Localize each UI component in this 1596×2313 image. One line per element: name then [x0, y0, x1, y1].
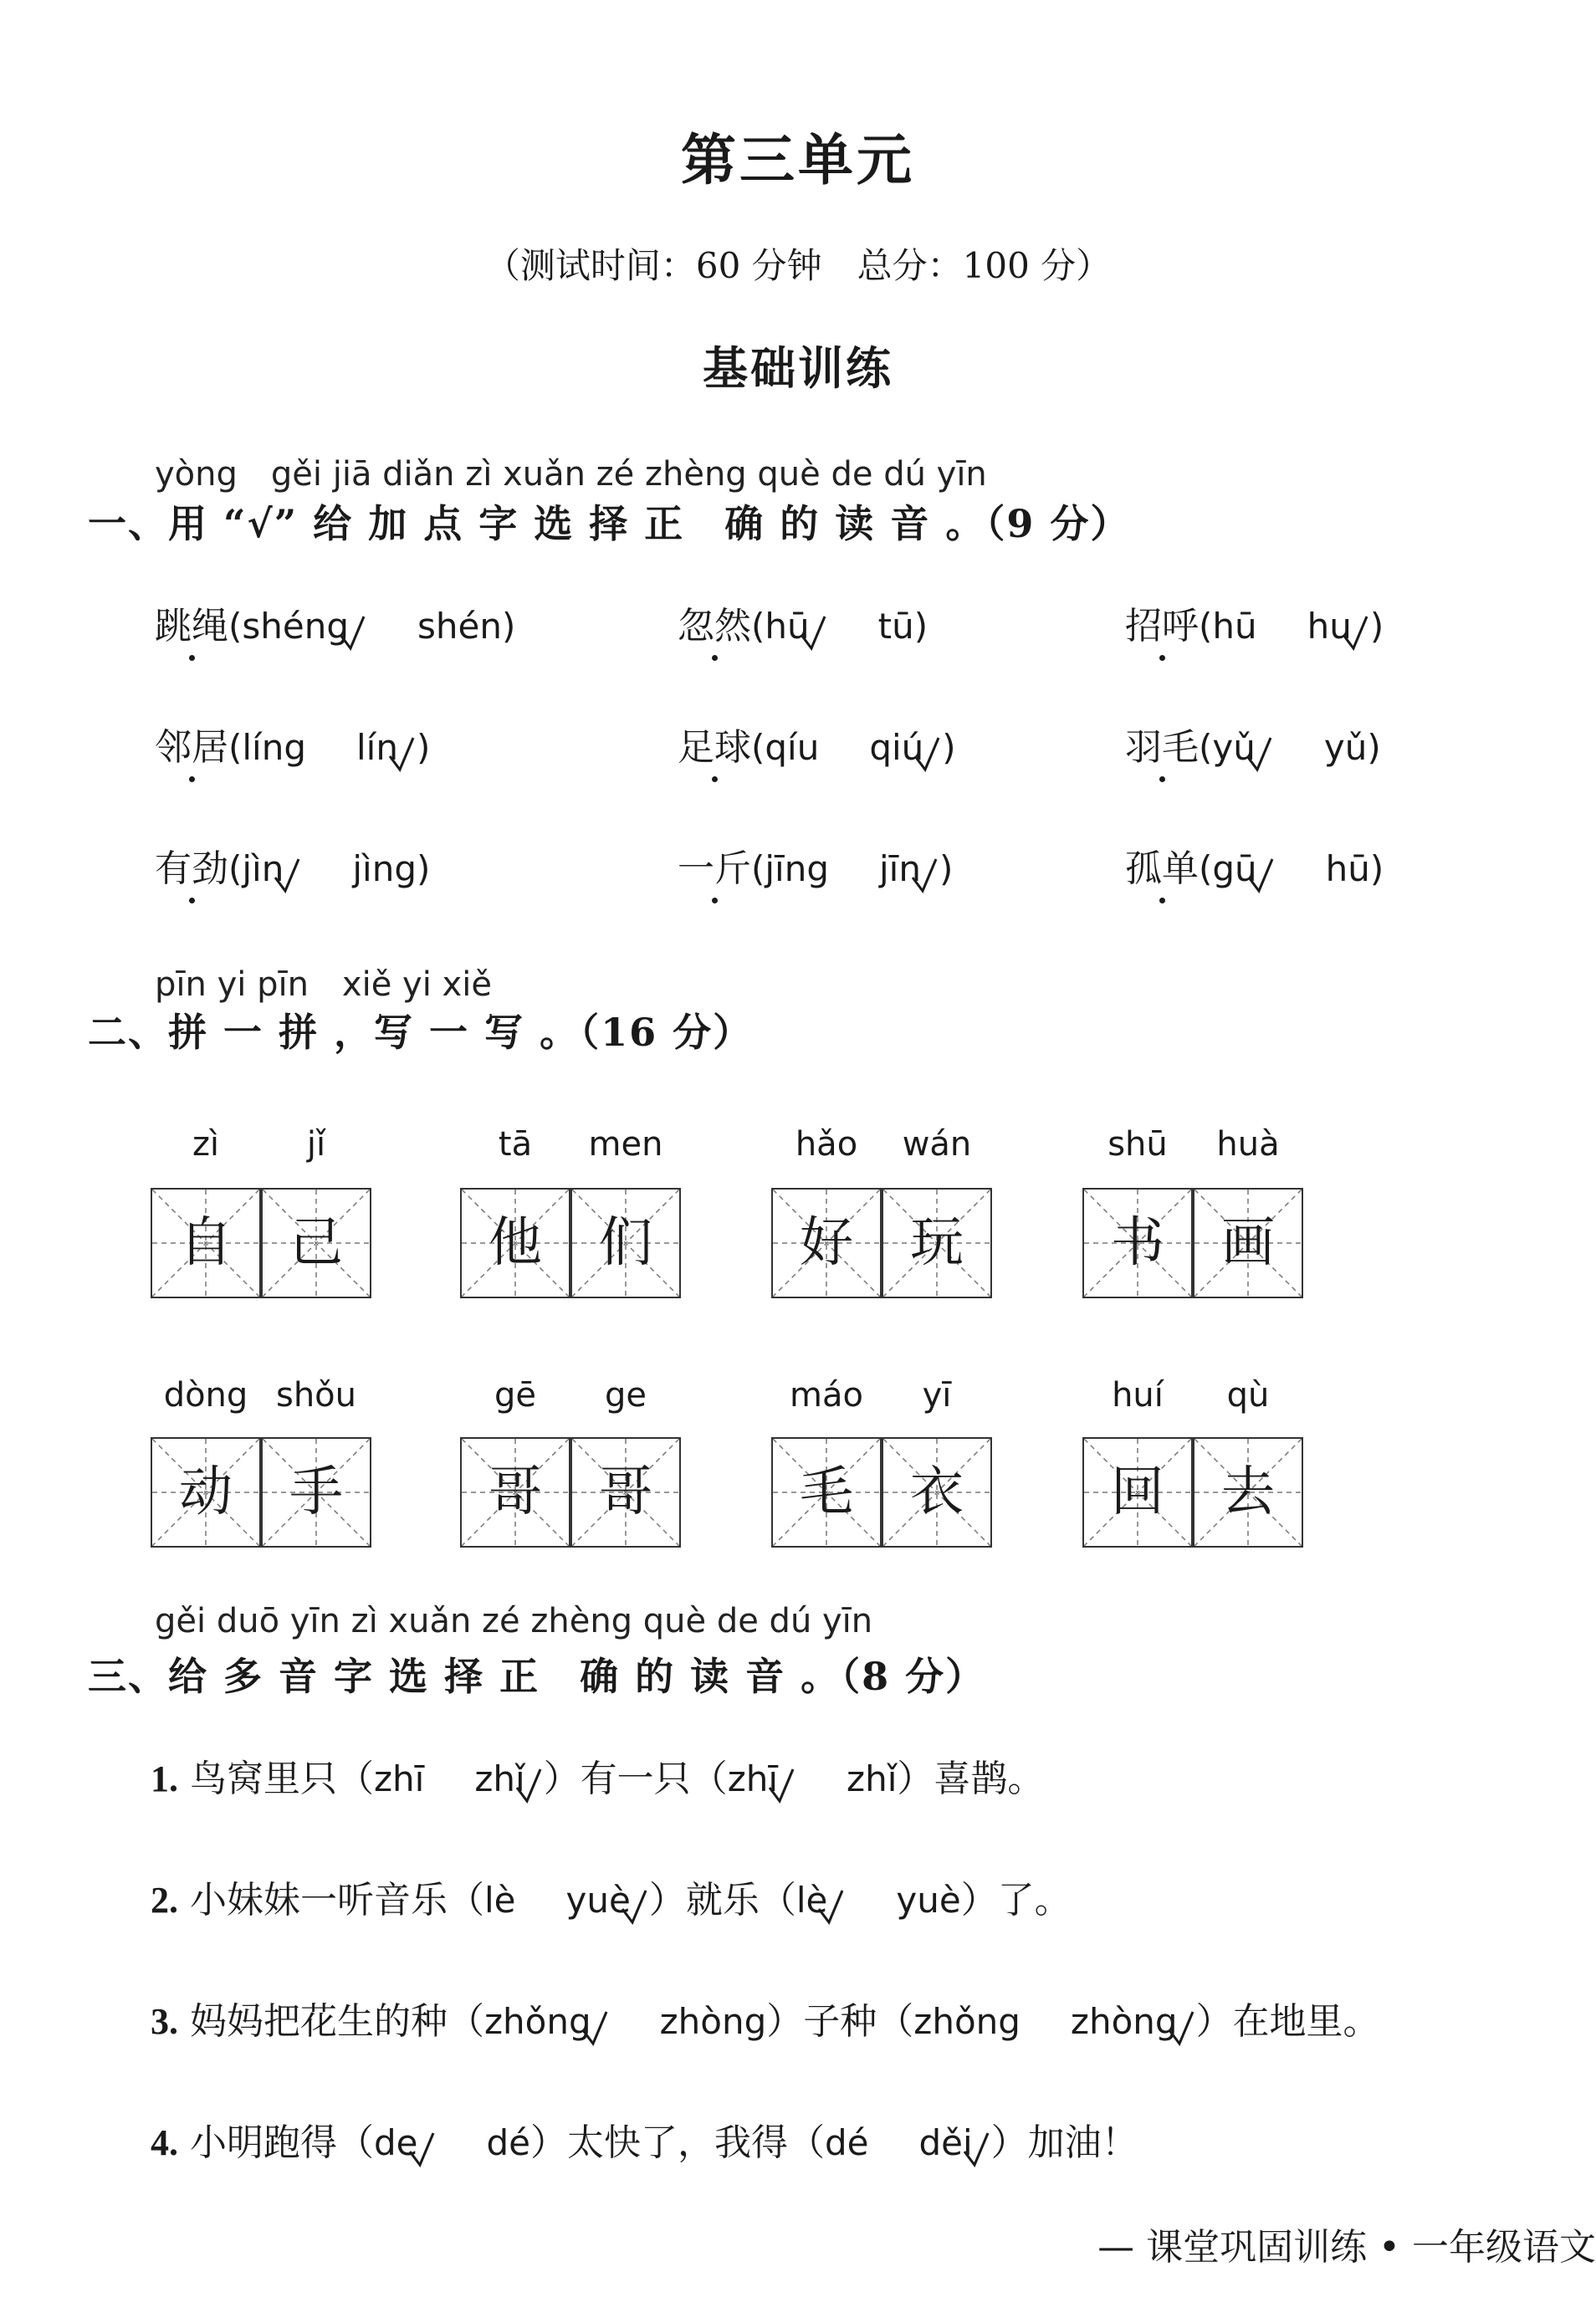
option[interactable]: zhī	[374, 1758, 425, 1799]
option[interactable]: yuè	[896, 1880, 961, 1921]
grid-pinyin: men	[588, 1125, 663, 1164]
q1-item: 足球(qíu qiú )	[678, 717, 956, 775]
grid-pinyin: shū	[1107, 1125, 1168, 1164]
grid-pinyin: tā	[498, 1125, 533, 1164]
option[interactable]: zhǐ	[847, 1758, 898, 1799]
grid-pinyin: ge	[605, 1376, 647, 1415]
grid-pinyin: gē	[494, 1376, 536, 1415]
grid-character: 画	[1221, 1212, 1275, 1274]
grid-character: 哥	[489, 1461, 542, 1523]
check-icon	[580, 2009, 610, 2049]
option[interactable]: zhī	[727, 1758, 779, 1799]
page-title: 第三单元	[681, 127, 915, 192]
option[interactable]: gū	[1212, 848, 1257, 889]
option[interactable]: qíu	[765, 727, 820, 768]
q3-sentence: 1. 鸟窝里只（zhī zhǐ ）有一只（zhī zhǐ）喜鹊。	[151, 1748, 1044, 1806]
q3-sentence: 4. 小明跑得（de dé）太快了，我得（dé děi ）加油！	[151, 2112, 1138, 2170]
writing-cell[interactable]	[1193, 1437, 1303, 1548]
option[interactable]: děi	[918, 2122, 973, 2163]
check-icon	[272, 856, 302, 896]
q1-item: 一斤(jīng jīn )	[678, 838, 953, 896]
grid-character: 去	[1221, 1461, 1275, 1523]
grid-pinyin: dòng	[163, 1376, 248, 1415]
sentence-number: 3.	[151, 2001, 178, 2042]
option[interactable]: qiú	[869, 727, 924, 768]
q1-item: 跳绳(shéng shén)	[155, 596, 515, 653]
grid-character: 玩	[910, 1212, 964, 1274]
grid-character: 书	[1111, 1212, 1164, 1274]
grid-character: 衣	[910, 1461, 964, 1523]
option[interactable]: líng	[242, 727, 307, 768]
q3-sentence: 2. 小妹妹一听音乐（lè yuè ）就乐（lè yuè）了。	[151, 1870, 1072, 1927]
check-icon	[1340, 613, 1370, 653]
writing-cell[interactable]	[570, 1437, 681, 1548]
grid-pinyin: huí	[1112, 1376, 1164, 1415]
option[interactable]: hū	[1325, 848, 1370, 889]
option[interactable]: jīn	[879, 848, 921, 889]
option[interactable]: de	[374, 2122, 418, 2163]
check-icon	[816, 1887, 846, 1927]
q2-pinyin: pīn yi pīn xiě yi xiě	[155, 965, 492, 1004]
q3-score: （8 分）	[841, 1654, 986, 1699]
grid-character: 毛	[800, 1461, 853, 1523]
writing-cell[interactable]	[882, 1437, 992, 1548]
q1-item: 羽毛(yǔ yǔ)	[1125, 717, 1381, 775]
option[interactable]: hu	[1307, 606, 1352, 647]
grid-character: 己	[289, 1212, 343, 1274]
test-info: （测试时间：60 分钟 总分：100 分）	[484, 245, 1112, 286]
check-icon	[961, 2130, 991, 2170]
option[interactable]: shéng	[242, 606, 350, 647]
grid-character: 们	[599, 1212, 652, 1274]
check-icon	[1246, 856, 1276, 896]
q1-word: 招呼	[1125, 596, 1199, 649]
q1-item: 忽然(hū tū)	[678, 596, 928, 653]
grid-pinyin: shǒu	[275, 1376, 356, 1415]
grid-pinyin: máo	[790, 1376, 863, 1415]
grid-character: 自	[179, 1212, 233, 1274]
writing-cell[interactable]	[1193, 1188, 1303, 1298]
grid-pinyin: zì	[192, 1125, 220, 1164]
sentence-number: 2.	[151, 1880, 178, 1921]
q2-heading	[88, 1002, 753, 1057]
writing-cell[interactable]	[771, 1437, 882, 1548]
grid-pinyin: huà	[1216, 1125, 1280, 1164]
check-icon	[514, 1766, 544, 1806]
writing-cell[interactable]	[261, 1437, 371, 1548]
option[interactable]: zhǒng	[484, 2001, 591, 2042]
option[interactable]: zhòng	[1070, 2001, 1178, 2042]
page-footer: — 课堂巩固训练 • 一年级语文	[1097, 2226, 1596, 2269]
option[interactable]: tū	[877, 606, 914, 647]
grid-pinyin: jǐ	[306, 1125, 326, 1164]
grid-pinyin: yī	[922, 1376, 952, 1415]
option[interactable]: dé	[486, 2122, 530, 2163]
grid-pinyin: wán	[902, 1125, 972, 1164]
check-icon	[337, 613, 367, 653]
option[interactable]: dé	[825, 2122, 869, 2163]
writing-cell[interactable]	[151, 1188, 261, 1298]
q3-sentence: 3. 妈妈把花生的种（zhǒng zhòng）子种（zhǒng zhòng ）在地里。	[151, 1991, 1380, 2049]
q1-heading	[88, 494, 1130, 549]
q1-word: 邻居	[155, 717, 228, 770]
grid-character: 哥	[599, 1461, 652, 1523]
q1-word: 羽毛	[1125, 717, 1199, 770]
check-icon	[912, 734, 942, 775]
writing-cell[interactable]	[460, 1188, 570, 1298]
check-icon	[407, 2130, 437, 2170]
writing-cell[interactable]	[1082, 1188, 1193, 1298]
check-icon	[1166, 2009, 1196, 2049]
writing-cell[interactable]	[570, 1188, 681, 1298]
writing-cell[interactable]	[460, 1437, 570, 1548]
q3-pinyin: gěi duō yīn zì xuǎn zé zhèng què de dú yīn	[155, 1602, 873, 1640]
q1-item: 招呼(hū hu )	[1125, 596, 1384, 653]
section-title: 基础训练	[703, 341, 893, 395]
option[interactable]: yǔ	[1323, 727, 1368, 768]
check-icon	[386, 734, 417, 775]
q1-word: 忽然	[678, 596, 751, 649]
option[interactable]: zhǒng	[913, 2001, 1021, 2042]
q1-word: 有劲	[155, 838, 228, 892]
writing-cell[interactable]	[151, 1437, 261, 1548]
q3-heading	[88, 1646, 985, 1701]
check-icon	[798, 613, 828, 653]
check-icon	[619, 1887, 649, 1927]
option[interactable]: zhǐ	[474, 1758, 525, 1799]
option[interactable]: jìng	[352, 848, 417, 889]
sentence-number: 1.	[151, 1758, 178, 1799]
sentence-number: 4.	[151, 2122, 178, 2163]
option[interactable]: lín	[356, 727, 398, 768]
grid-character: 好	[800, 1212, 853, 1274]
check-icon	[1244, 734, 1274, 775]
q1-heading-text: 一、用 “√” 给 加 点 字 选 择 正 确 的 读 音 。	[88, 501, 986, 546]
option[interactable]: jīng	[765, 848, 830, 889]
option[interactable]: lè	[484, 1880, 516, 1921]
option[interactable]: zhòng	[659, 2001, 767, 2042]
writing-cell[interactable]	[771, 1188, 882, 1298]
q1-item: 孤单(gū hū)	[1125, 838, 1384, 896]
q1-item: 有劲(jìn jìng)	[155, 838, 430, 896]
option[interactable]: hū	[1212, 606, 1257, 647]
check-icon	[766, 1766, 796, 1806]
writing-cell[interactable]	[261, 1188, 371, 1298]
q2-score: （16 分）	[580, 1010, 754, 1055]
grid-character: 他	[489, 1212, 542, 1274]
q1-item: 邻居(líng lín )	[155, 717, 430, 775]
option[interactable]: yǔ	[1212, 727, 1256, 768]
option[interactable]: yuè	[565, 1880, 631, 1921]
q1-pinyin: yòng gěi jiā diǎn zì xuǎn zé zhèng què de dú yīn	[155, 455, 987, 494]
writing-cell[interactable]	[882, 1188, 992, 1298]
option[interactable]: jìn	[242, 848, 284, 889]
q1-word: 跳绳	[155, 596, 228, 649]
grid-character: 手	[289, 1461, 343, 1523]
check-icon	[909, 856, 939, 896]
option[interactable]: hū	[765, 606, 810, 647]
q3-heading-text: 三、给 多 音 字 选 择 正 确 的 读 音 。	[88, 1654, 841, 1699]
grid-character: 动	[179, 1461, 233, 1523]
q1-word: 足球	[678, 717, 751, 770]
option[interactable]: shén	[417, 606, 502, 647]
q1-word: 孤单	[1125, 838, 1199, 892]
grid-pinyin: hǎo	[795, 1125, 858, 1164]
writing-cell[interactable]	[1082, 1437, 1193, 1548]
q1-score: （9 分）	[985, 501, 1131, 546]
option[interactable]: lè	[795, 1880, 828, 1921]
q1-word: 一斤	[678, 838, 751, 892]
grid-character: 回	[1111, 1461, 1164, 1523]
grid-pinyin: qù	[1226, 1376, 1270, 1415]
q2-heading-text: 二、拼 一 拼 ，写 一 写 。	[88, 1010, 581, 1055]
